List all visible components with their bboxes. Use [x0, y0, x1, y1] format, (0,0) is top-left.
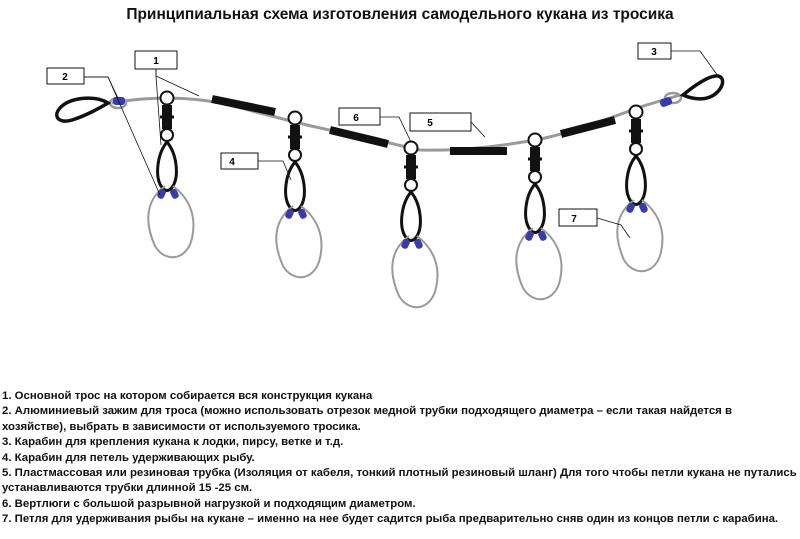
left-end-assembly — [57, 97, 126, 121]
hanger-assembly — [516, 134, 561, 300]
carabiner-mooring — [57, 98, 108, 121]
callout-label: 5 — [427, 118, 433, 129]
callout-7 — [559, 209, 597, 226]
callout-label: 6 — [353, 113, 359, 124]
leader-5 — [471, 122, 485, 137]
legend-item: 5. Пластмассовая или резиновая трубка (Изоляция от кабеля, тонкий плотный резиновый шланг) Для того чтобы петли кукана не путались устанавливаются трубки длинной 15 -25 см. — [2, 467, 797, 495]
callout-4 — [221, 153, 258, 169]
callout-label: 7 — [571, 214, 577, 225]
hanger-assembly — [148, 92, 193, 258]
legend-item: 4. Карабин для петель удерживающих рыбу. — [2, 451, 255, 464]
right-end-assembly — [659, 76, 723, 108]
diagram-title: Принципиальная схема изготовления самодельного кукана из тросика — [126, 6, 674, 23]
legend-item: 1. Основной трос на котором собирается вся конструкция кукана — [2, 390, 373, 402]
callout-label: 3 — [651, 47, 657, 58]
hanger-assembly — [276, 112, 321, 278]
callout-2 — [47, 68, 84, 84]
legend-item: 6. Вертлюги с большой разрывной нагрузкой и подходящим диаметром. — [2, 497, 416, 510]
callout-label: 2 — [62, 72, 68, 83]
callout-label: 1 — [153, 56, 159, 67]
leader-7 — [597, 218, 630, 238]
carabiner-mooring — [683, 76, 723, 99]
leader-2 — [84, 77, 160, 195]
callout-1 — [135, 51, 177, 69]
legend-list — [2, 389, 798, 528]
callout-3 — [638, 43, 671, 59]
callout-6 — [339, 108, 380, 125]
tube — [330, 130, 388, 144]
leader-3 — [671, 51, 718, 76]
leader-1 — [156, 69, 161, 145]
leader-1 — [156, 69, 199, 96]
hanger-assembly — [392, 142, 437, 308]
legend-item: 2. Алюминиевый зажим для троса (можно использовать отрезок медной трубки подходящего диаметра – если такая найдется в хозяйстве), выбрать в зависимости от используемого тросика. — [2, 405, 732, 433]
tube — [561, 120, 615, 134]
callout-5 — [410, 113, 471, 131]
legend-item: 3. Карабин для крепления кукана к лодки, пирсу, ветке и т.д. — [2, 436, 344, 449]
leader-6 — [380, 117, 411, 142]
legend-item: 7. Петля для удерживания рыбы на кукане – именно на нее будет садится рыба предварительно сняв один из концов петли с карабина. — [2, 513, 779, 526]
hanger-assembly — [617, 106, 662, 272]
callout-label: 4 — [229, 157, 235, 168]
